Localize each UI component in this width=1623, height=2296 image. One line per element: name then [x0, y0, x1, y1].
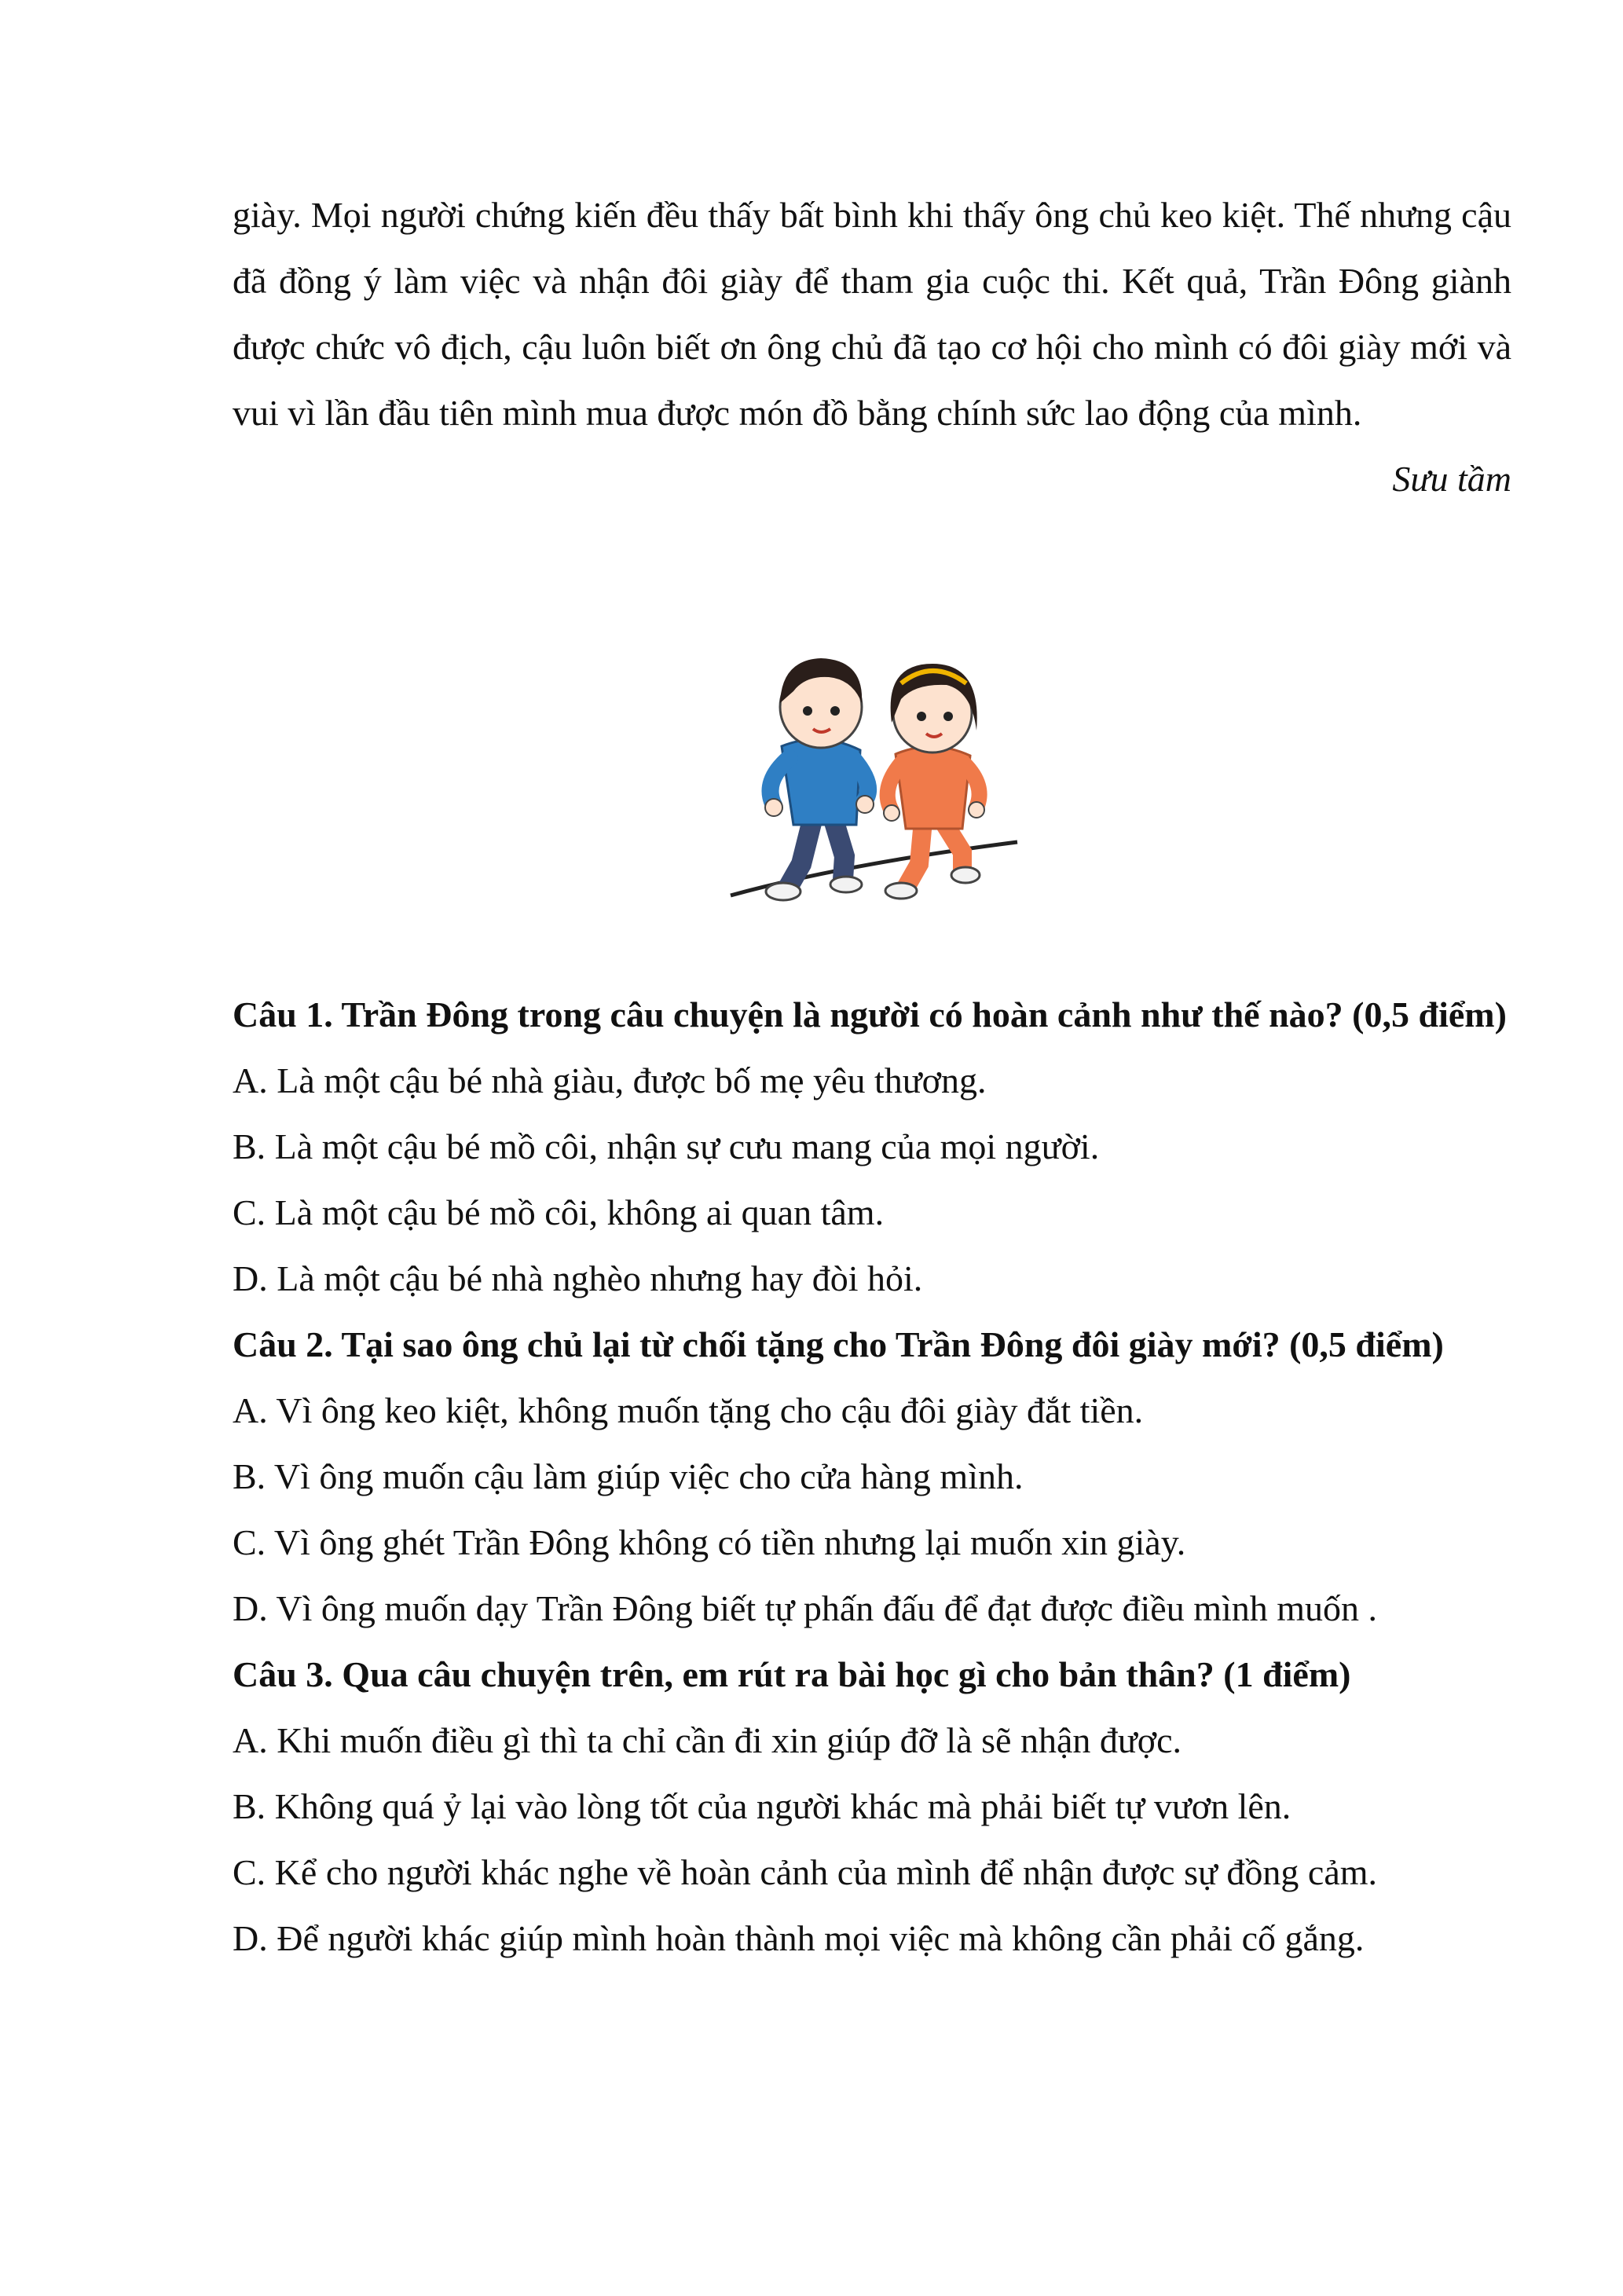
question-2-option-a: A. Vì ông keo kiệt, không muốn tặng cho cậu đôi giày đắt tiền. [233, 1390, 1144, 1430]
question-2-title: Câu 2. Tại sao ông chủ lại từ chối tặng cho Trần Đông đôi giày mới? (0,5 điểm) [233, 1324, 1444, 1364]
question-2-option-d: D. Vì ông muốn dạy Trần Đông biết tự phấn đấu để đạt được điều mình muốn . [233, 1588, 1378, 1628]
question-3-option-b: B. Không quá ỷ lại vào lòng tốt của người khác mà phải biết tự vươn lên. [233, 1786, 1291, 1826]
question-3-option-c: C. Kể cho người khác nghe về hoàn cảnh của mình để nhận được sự đồng cảm. [233, 1852, 1378, 1892]
story-section [233, 182, 1511, 512]
question-2-option-c: C. Vì ông ghét Trần Đông không có tiền nhưng lại muốn xin giày. [233, 1522, 1186, 1562]
story-paragraph: giày. Mọi người chứng kiến đều thấy bất bình khi thấy ông chủ keo kiệt. Thế nhưng cậu đã đồng ý làm việc và nhận đôi giày để tham gia cuộc thi. Kết quả, Trần Đông giành được chức vô địch, cậu luôn biết ơn ông chủ đã tạo cơ hội cho mình có đôi giày mới và vui vì lần đầu tiên mình mua được món đồ bằng chính sức lao động của mình. [233, 195, 1511, 433]
question-1-option-d: D. Là một cậu bé nhà nghèo nhưng hay đòi hỏi. [233, 1258, 923, 1298]
question-1-option-b: B. Là một cậu bé mồ côi, nhận sự cưu mang của mọi người. [233, 1126, 1100, 1166]
boy-figure [765, 658, 874, 900]
running-children-illustration [727, 628, 1041, 911]
story-source: Sưu tầm [1392, 459, 1511, 499]
question-1-option-a: A. Là một cậu bé nhà giàu, được bố mẹ yêu thương. [233, 1060, 987, 1100]
question-3-option-d: D. Để người khác giúp mình hoàn thành mọi việc mà không cần phải cố gắng. [233, 1918, 1365, 1958]
question-3-option-a: A. Khi muốn điều gì thì ta chỉ cần đi xin giúp đỡ là sẽ nhận được. [233, 1720, 1182, 1760]
girl-figure [884, 664, 984, 899]
question-3-title: Câu 3. Qua câu chuyện trên, em rút ra bài học gì cho bản thân? (1 điểm) [233, 1654, 1351, 1694]
question-1-title: Câu 1. Trần Đông trong câu chuyện là người có hoàn cảnh như thế nào? (0,5 điểm) [233, 994, 1507, 1034]
question-1-option-c: C. Là một cậu bé mồ côi, không ai quan tâm. [233, 1192, 885, 1232]
question-2-option-b: B. Vì ông muốn cậu làm giúp việc cho cửa hàng mình. [233, 1456, 1024, 1496]
questions-section [233, 982, 1529, 1972]
